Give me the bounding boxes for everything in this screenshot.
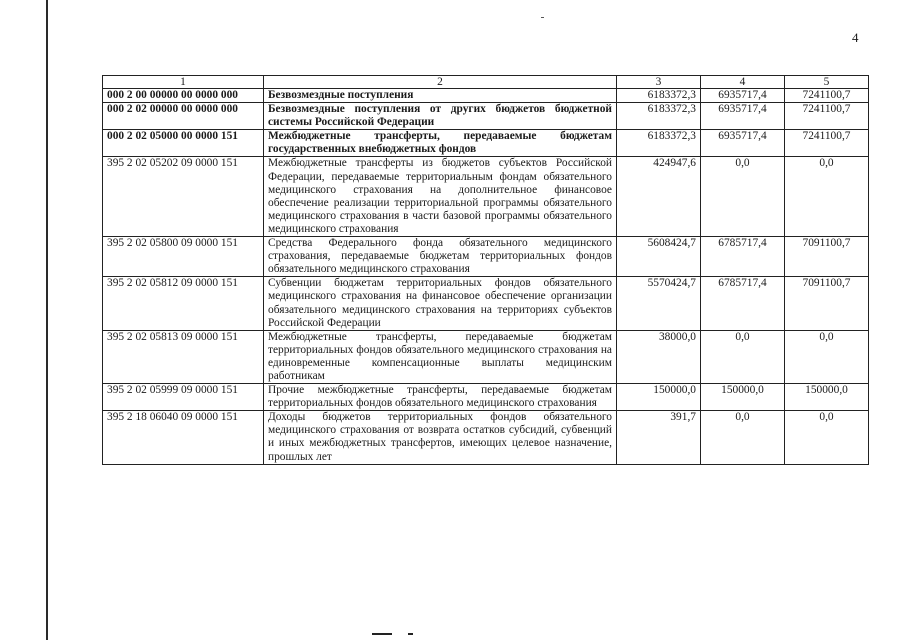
amount-col-3-cell: 5608424,7: [617, 237, 701, 277]
table-row: [103, 157, 869, 237]
table-row: [103, 330, 869, 383]
amount-col-5-cell: 7241100,7: [785, 130, 869, 157]
page-number: 4: [852, 30, 859, 45]
amount-col-4-cell: 6935717,4: [701, 89, 785, 103]
income-name-cell: Субвенции бюджетам территориальных фондов обязательного медицинского страхования на финансовое обеспечение организации обязательного медицинского страхования на территориях субъектов Российской Федерации: [264, 277, 617, 330]
amount-col-5-cell: 7091100,7: [785, 237, 869, 277]
header-col-3: 3: [617, 76, 701, 89]
budget-code-cell: 395 2 18 06040 09 0000 151: [103, 411, 264, 464]
amount-col-5-cell: 7241100,7: [785, 103, 869, 130]
budget-revenue-table: [102, 75, 869, 465]
header-col-5: 5: [785, 76, 869, 89]
amount-col-4-cell: 6785717,4: [701, 237, 785, 277]
page-binding-edge: [46, 0, 48, 640]
income-name-cell: Межбюджетные трансферты, передаваемые бюджетам государственных внебюджетных фондов: [264, 130, 617, 157]
amount-col-4-cell: 6935717,4: [701, 130, 785, 157]
budget-code-cell: 000 2 02 05000 00 0000 151: [103, 130, 264, 157]
table-row: [103, 237, 869, 277]
scan-speck: [541, 17, 544, 18]
header-col-1: 1: [103, 76, 264, 89]
amount-col-3-cell: 5570424,7: [617, 277, 701, 330]
amount-col-4-cell: 0,0: [701, 411, 785, 464]
amount-col-4-cell: 6935717,4: [701, 103, 785, 130]
budget-code-cell: 395 2 02 05813 09 0000 151: [103, 330, 264, 383]
budget-code-cell: 395 2 02 05800 09 0000 151: [103, 237, 264, 277]
amount-col-4-cell: 150000,0: [701, 384, 785, 411]
amount-col-3-cell: 150000,0: [617, 384, 701, 411]
budget-code-cell: 395 2 02 05202 09 0000 151: [103, 157, 264, 237]
table-row: [103, 130, 869, 157]
amount-col-5-cell: 0,0: [785, 157, 869, 237]
table-row: [103, 103, 869, 130]
amount-col-5-cell: 0,0: [785, 330, 869, 383]
income-name-cell: Прочие межбюджетные трансферты, передаваемые бюджетам территориальных фондов обязательного медицинского страхования: [264, 384, 617, 411]
amount-col-4-cell: 0,0: [701, 330, 785, 383]
budget-code-cell: 000 2 00 00000 00 0000 000: [103, 89, 264, 103]
amount-col-3-cell: 6183372,3: [617, 103, 701, 130]
header-col-2: 2: [264, 76, 617, 89]
table-row: [103, 411, 869, 464]
amount-col-5-cell: 7241100,7: [785, 89, 869, 103]
income-name-cell: Межбюджетные трансферты из бюджетов субъектов Российской Федерации, передаваемые территориальным фондам обязательного медицинского страхования на дополнительное финансовое обеспечение реализации территориальной программы обязательного медицинского страхования в части базовой программы обязательного медицинского страхования: [264, 157, 617, 237]
amount-col-3-cell: 38000,0: [617, 330, 701, 383]
amount-col-3-cell: 6183372,3: [617, 89, 701, 103]
amount-col-3-cell: 424947,6: [617, 157, 701, 237]
income-name-cell: Доходы бюджетов территориальных фондов обязательного медицинского страхования от возврата остатков субсидий, субвенций и иных межбюджетных трансфертов, имеющих целевое назначение, прошлых лет: [264, 411, 617, 464]
amount-col-5-cell: 7091100,7: [785, 277, 869, 330]
income-name-cell: Межбюджетные трансферты, передаваемые бюджетам территориальных фондов обязательного медицинского страхования на единовременные компенсационные выплаты медицинским работникам: [264, 330, 617, 383]
budget-code-cell: 395 2 02 05999 09 0000 151: [103, 384, 264, 411]
income-name-cell: Безвозмездные поступления: [264, 89, 617, 103]
amount-col-3-cell: 391,7: [617, 411, 701, 464]
amount-col-3-cell: 6183372,3: [617, 130, 701, 157]
scan-mark: [408, 633, 413, 635]
table-row: [103, 277, 869, 330]
budget-code-cell: 395 2 02 05812 09 0000 151: [103, 277, 264, 330]
amount-col-5-cell: 0,0: [785, 411, 869, 464]
table-header-row: [103, 76, 869, 89]
scan-mark: [372, 633, 392, 635]
header-col-4: 4: [701, 76, 785, 89]
income-name-cell: Средства Федерального фонда обязательного медицинского страхования, передаваемые бюджетам территориальных фондов обязательного медицинского страхования: [264, 237, 617, 277]
amount-col-4-cell: 0,0: [701, 157, 785, 237]
table-row: [103, 384, 869, 411]
income-name-cell: Безвозмездные поступления от других бюджетов бюджетной системы Российской Федерации: [264, 103, 617, 130]
budget-code-cell: 000 2 02 00000 00 0000 000: [103, 103, 264, 130]
amount-col-4-cell: 6785717,4: [701, 277, 785, 330]
amount-col-5-cell: 150000,0: [785, 384, 869, 411]
table-row: [103, 89, 869, 103]
